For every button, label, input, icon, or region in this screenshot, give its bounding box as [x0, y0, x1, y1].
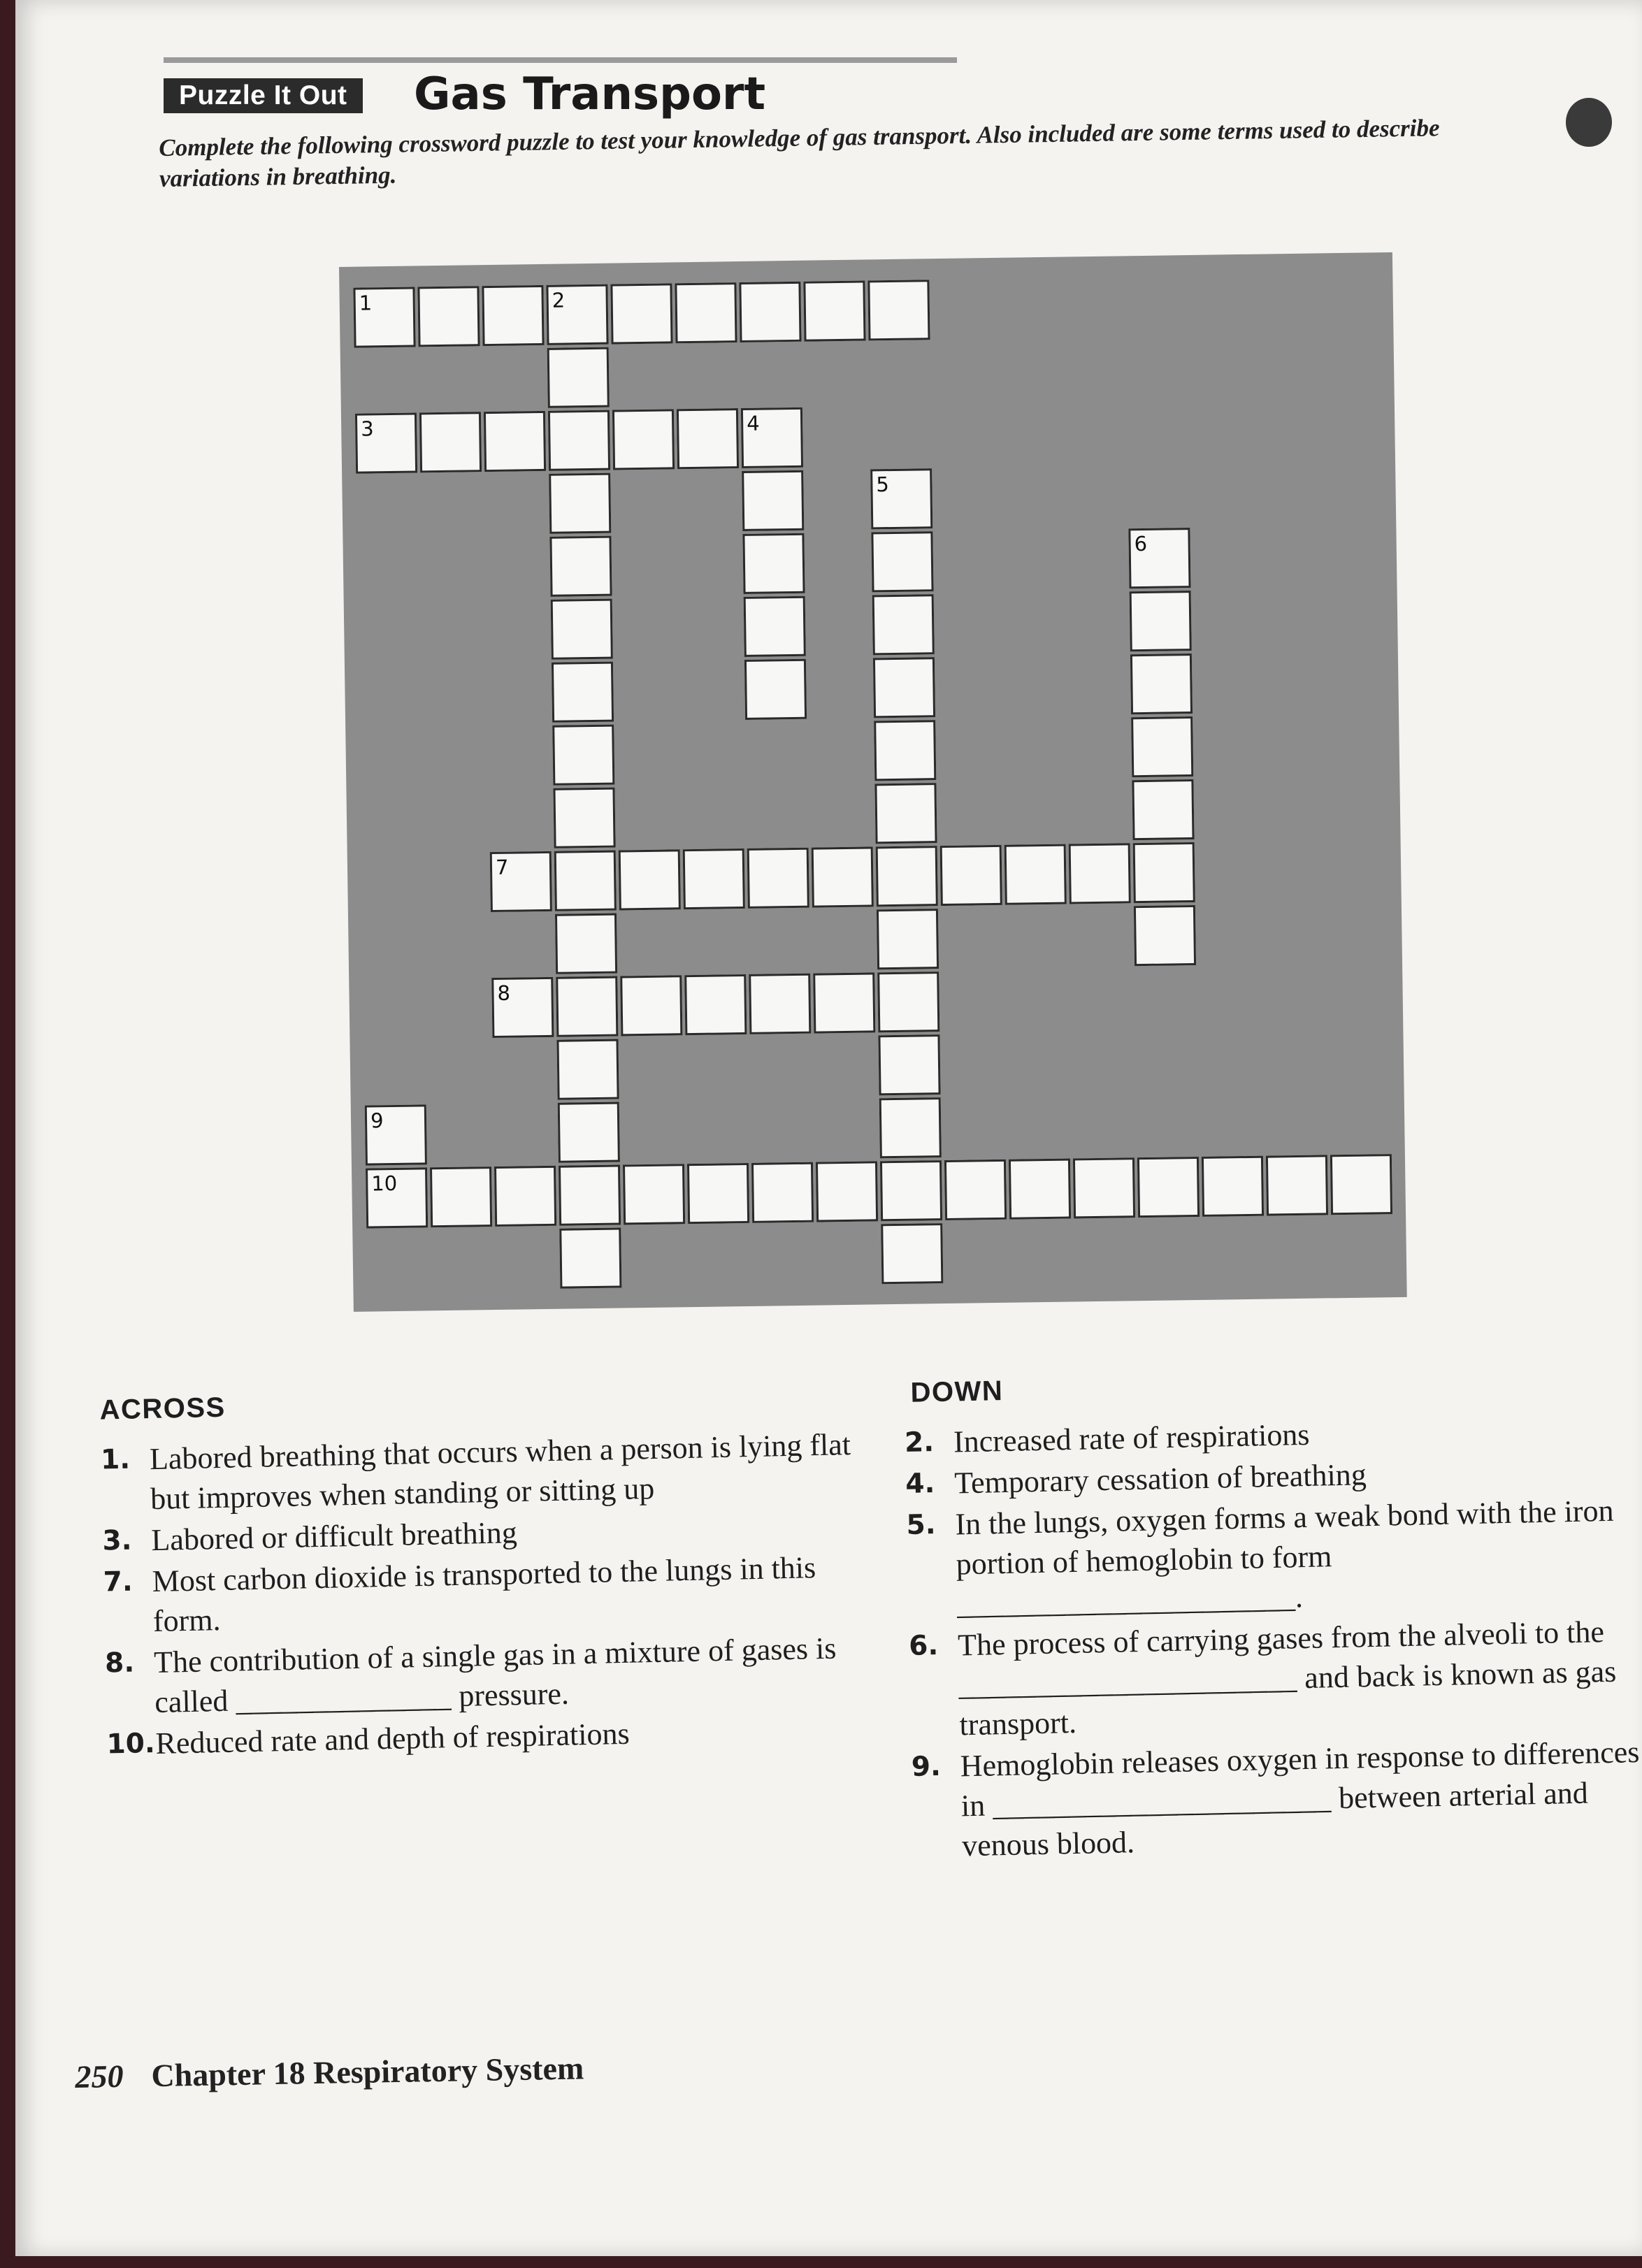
crossword-cell[interactable]	[872, 594, 935, 655]
page-number: 250	[75, 2058, 124, 2095]
crossword-cell[interactable]	[871, 531, 933, 592]
chapter-title: Chapter 18 Respiratory System	[151, 2050, 584, 2094]
crossword-cell[interactable]	[870, 468, 932, 529]
across-heading: ACROSS	[99, 1392, 226, 1426]
cell-number: 10	[371, 1171, 398, 1196]
cell-number: 4	[746, 411, 760, 435]
crossword-cell[interactable]	[813, 972, 875, 1033]
crossword-cell[interactable]	[1004, 844, 1067, 905]
clue-down-9	[911, 1732, 1642, 1867]
crossword-cell[interactable]	[556, 1039, 619, 1100]
cell-number: 1	[359, 291, 373, 315]
clue-text: The contribution of a single gas in a mixture of gases is called ______________ pressure.	[153, 1631, 837, 1720]
cell-number: 8	[497, 981, 511, 1005]
crossword-cell[interactable]	[744, 596, 806, 657]
crossword-cell[interactable]	[803, 280, 865, 341]
crossword-cell[interactable]	[484, 411, 546, 472]
crossword-cell[interactable]	[1009, 1159, 1071, 1220]
clue-text: Hemoglobin releases oxygen in response to differences in ______________________ between arterial and venous blood.	[960, 1735, 1640, 1863]
crossword-cell[interactable]	[742, 470, 804, 531]
cell-number: 5	[876, 472, 890, 497]
clue-number: 5.	[906, 1509, 936, 1541]
crossword-cell[interactable]	[1131, 716, 1193, 777]
crossword-cell[interactable]	[430, 1166, 492, 1227]
crossword-cell[interactable]	[751, 1162, 814, 1223]
crossword-cell[interactable]	[552, 725, 614, 786]
crossword-cell[interactable]	[1130, 591, 1192, 651]
crossword-cell[interactable]	[874, 783, 937, 844]
crossword-cell[interactable]	[365, 1104, 427, 1165]
clue-number: 9.	[911, 1751, 942, 1783]
crossword-cell[interactable]	[490, 851, 552, 912]
crossword-cell[interactable]	[877, 909, 939, 969]
clue-number: 10.	[106, 1728, 156, 1761]
crossword-cell[interactable]	[1266, 1155, 1328, 1215]
clue-text: Most carbon dioxide is transported to the lungs in this form.	[152, 1550, 816, 1639]
clue-down-6	[909, 1611, 1642, 1746]
crossword-cell[interactable]	[880, 1160, 942, 1221]
crossword-cell[interactable]	[876, 846, 938, 907]
page-title: Gas Transport	[414, 68, 766, 120]
clue-number: 1.	[100, 1443, 131, 1476]
crossword-cell[interactable]	[1128, 528, 1190, 588]
crossword-cell[interactable]	[867, 280, 930, 340]
clue-number: 2.	[904, 1426, 935, 1459]
section-badge: Puzzle It Out	[164, 78, 363, 113]
clue-across-8	[91, 1628, 868, 1724]
crossword-cell[interactable]	[1130, 653, 1193, 714]
clue-number: 7.	[103, 1566, 134, 1598]
crossword-cell[interactable]	[741, 407, 803, 468]
clue-across-1	[86, 1424, 863, 1520]
cell-number: 9	[370, 1108, 384, 1133]
cell-number: 2	[552, 288, 566, 312]
crossword-cell[interactable]	[553, 788, 615, 848]
crossword-cell[interactable]	[547, 347, 610, 408]
across-clues	[85, 1375, 869, 1765]
crossword-cell[interactable]	[1202, 1156, 1264, 1217]
crossword-cell[interactable]	[874, 720, 936, 781]
crossword-cell[interactable]	[619, 849, 681, 910]
crossword-cell[interactable]	[559, 1165, 621, 1226]
crossword-cell[interactable]	[554, 851, 617, 911]
crossword-cell[interactable]	[742, 533, 805, 594]
clue-number: 6.	[908, 1630, 939, 1662]
crossword-cell[interactable]	[749, 974, 811, 1034]
clue-text: In the lungs, oxygen forms a weak bond with the iron portion of hemoglobin to form ______________________.	[955, 1493, 1615, 1621]
crossword-cell[interactable]	[558, 1102, 620, 1163]
crossword-cell[interactable]	[1069, 843, 1131, 904]
cell-number: 3	[360, 417, 374, 441]
crossword-cell[interactable]	[878, 1034, 940, 1095]
crossword-cell[interactable]	[879, 1097, 942, 1158]
clue-text: Reduced rate and depth of respirations	[155, 1716, 631, 1761]
clue-number: 4.	[905, 1468, 935, 1500]
crossword-cell[interactable]	[1132, 779, 1194, 840]
crossword-cell[interactable]	[940, 845, 1002, 906]
crossword-cell[interactable]	[366, 1167, 428, 1228]
crossword-cell[interactable]	[620, 975, 682, 1036]
crossword-cell[interactable]	[687, 1163, 749, 1224]
crossword-cell[interactable]	[555, 913, 617, 974]
crossword-cell[interactable]	[816, 1161, 878, 1222]
crossword-cell[interactable]	[353, 287, 415, 347]
crossword-cell[interactable]	[881, 1223, 943, 1284]
crossword-cell[interactable]	[491, 977, 554, 1038]
crossword-cell[interactable]	[623, 1164, 685, 1225]
down-heading: DOWN	[910, 1375, 1004, 1408]
crossword-cell[interactable]	[747, 848, 809, 909]
clue-text: The process of carrying gases from the alveoli to the ______________________ and back is known as gas transport.	[957, 1615, 1617, 1742]
crossword-cell[interactable]	[944, 1160, 1007, 1220]
crossword-cell[interactable]	[552, 662, 614, 723]
crossword-cell[interactable]	[1330, 1154, 1392, 1215]
clue-number: 8.	[104, 1647, 135, 1680]
clue-text: Labored breathing that occurs when a person is lying flat but improves when standing or sitting up	[149, 1427, 851, 1517]
cell-number: 6	[1134, 531, 1148, 556]
binder-hole	[1566, 98, 1612, 147]
crossword-cell[interactable]	[612, 409, 675, 470]
page-footer	[75, 2049, 584, 2095]
crossword-cell[interactable]	[744, 659, 807, 720]
crossword-cell[interactable]	[675, 282, 737, 343]
crossword-cell[interactable]	[549, 536, 612, 597]
clue-text: Temporary cessation of breathing	[953, 1457, 1367, 1501]
clue-text: Labored or difficult breathing	[150, 1515, 518, 1558]
crossword-cell[interactable]	[548, 410, 610, 471]
crossword-cell[interactable]	[551, 599, 613, 660]
header-rule	[164, 57, 957, 63]
down-clues	[903, 1358, 1642, 1867]
crossword-cell[interactable]	[683, 848, 745, 909]
workbook-page	[15, 0, 1642, 2256]
crossword-cell[interactable]	[419, 412, 482, 472]
crossword-cell[interactable]	[1073, 1157, 1135, 1218]
clue-text: Increased rate of respirations	[953, 1417, 1310, 1459]
cell-number: 7	[495, 855, 509, 879]
crossword-cell[interactable]	[1137, 1157, 1200, 1218]
crossword-cell[interactable]	[610, 283, 672, 344]
crossword-grid	[339, 252, 1407, 1312]
crossword-cell[interactable]	[739, 282, 801, 342]
crossword-cell[interactable]	[417, 286, 480, 347]
crossword-cell[interactable]	[877, 972, 939, 1032]
crossword-cell[interactable]	[494, 1166, 556, 1227]
crossword-cell[interactable]	[873, 657, 935, 718]
clue-number: 3.	[102, 1524, 132, 1557]
crossword-cell[interactable]	[556, 976, 618, 1037]
crossword-cell[interactable]	[559, 1228, 621, 1289]
crossword-cell[interactable]	[546, 284, 608, 345]
crossword-cell[interactable]	[684, 974, 747, 1035]
clue-across-7	[89, 1547, 866, 1642]
crossword-cell[interactable]	[1134, 905, 1196, 966]
instructions: Complete the following crossword puzzle to test your knowledge of gas transport. Also included are some terms used to describe variations in breathing.	[159, 114, 1440, 192]
crossword-cell[interactable]	[677, 408, 739, 469]
crossword-cell[interactable]	[355, 412, 417, 473]
crossword-cell[interactable]	[482, 285, 544, 346]
crossword-cell[interactable]	[549, 473, 611, 534]
crossword-cell[interactable]	[812, 846, 874, 907]
clue-down-5	[906, 1490, 1642, 1625]
crossword-cell[interactable]	[1133, 842, 1195, 903]
